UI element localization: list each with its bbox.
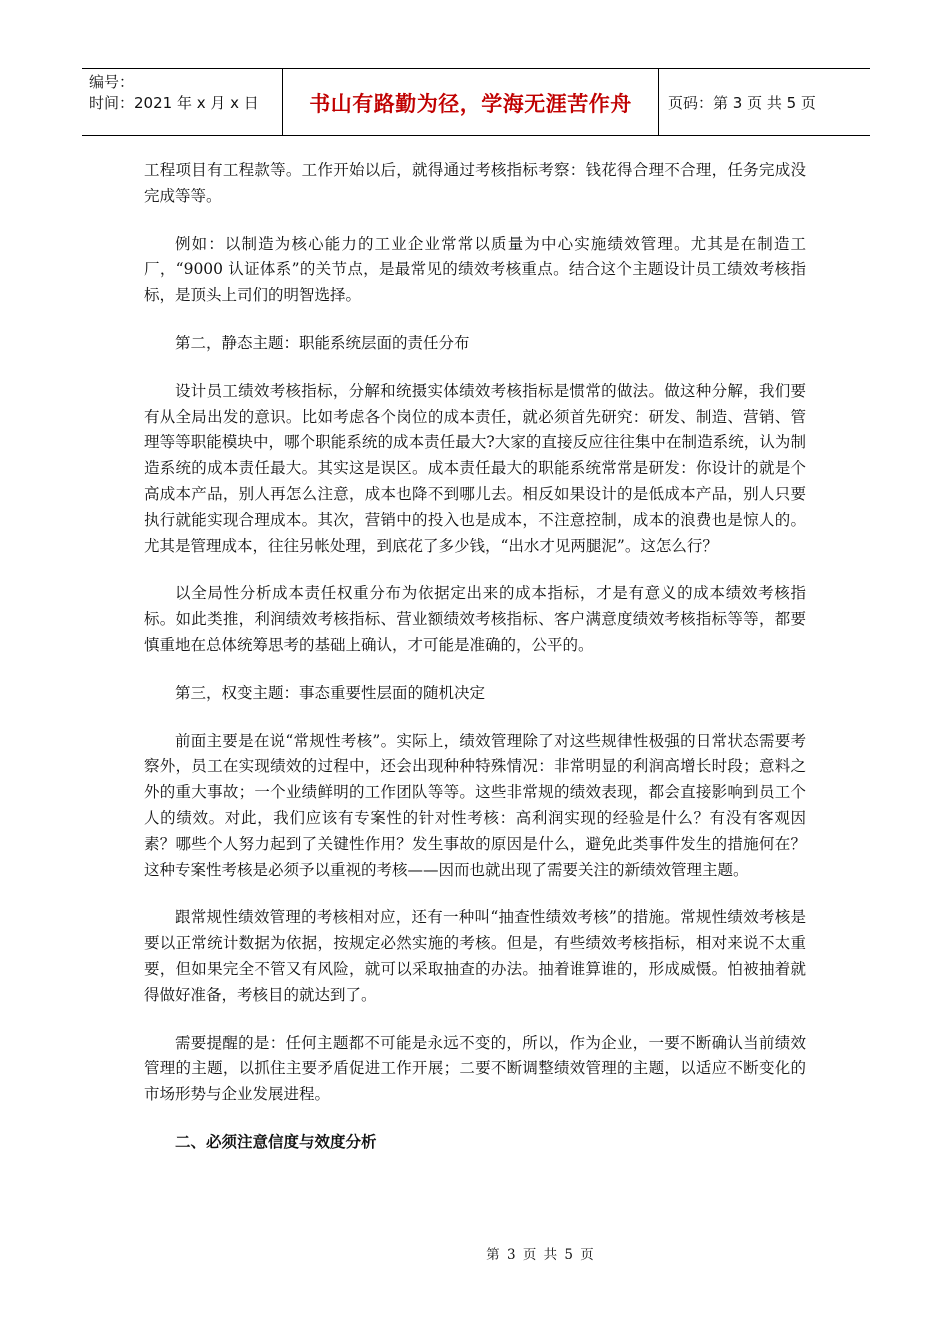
- body-paragraph: 前面主要是在说“常规性考核”。实际上，绩效管理除了对这些规律性极强的日常状态需要考察外，员工在实现绩效的过程中，还会出现种种特殊情况：非常明显的利润高增长时段；意料之外的重大事故；一个业绩鲜明的工作团队等等。这些非常规的绩效表现，都会直接影响到员工个人的绩效。对此，我们应该有专案性的针对性考核：高利润实现的经验是什么？有没有客观因素？哪些个人努力起到了关键性作用？发生事故的原因是什么，避免此类事件发生的措施何在？这种专案性考核是必须予以重视的考核——因而也就出现了需要关注的新绩效管理主题。: [144, 731, 806, 879]
- subsection-title: 第三，权变主题：事态重要性层面的随机决定: [175, 683, 486, 702]
- header-motto: 书山有路勤为径，学海无涯苦作舟: [309, 92, 632, 116]
- document-date-label: 时间：2021 年 x 月 x 日: [89, 94, 259, 112]
- subsection-title: 第二，静态主题：职能系统层面的责任分布: [175, 333, 470, 352]
- body-paragraph: 设计员工绩效考核指标，分解和统摄实体绩效考核指标是惯常的做法。做这种分解，我们要有从全局出发的意识。比如考虑各个岗位的成本责任，就必须首先研究：研发、制造、营销、管理等等职能模块中，哪个职能系统的成本责任最大?大家的直接反应往往集中在制造系统，认为制造系统的成本责任最大。其实这是误区。成本责任最大的职能系统常常是研发：你设计的就是个高成本产品，别人再怎么注意，成本也降不到哪儿去。相反如果设计的是低成本产品，别人只要执行就能实现合理成本。其次，营销中的投入也是成本，不注意控制，成本的浪费也是惊人的。尤其是管理成本，往往另帐处理，到底花了多少钱，“出水才见两腿泥”。这怎么行？: [144, 381, 806, 555]
- header-page-cell: [659, 69, 870, 135]
- document-number-label: 编号：: [89, 73, 135, 91]
- footer-page-number: 第 3 页 共 5 页: [486, 1247, 594, 1263]
- header-meta-cell: [82, 69, 283, 135]
- header-page-info: 页码：第 3 页 共 5 页: [668, 93, 816, 112]
- body-paragraph: 需要提醒的是：任何主题都不可能是永远不变的，所以，作为企业，一要不断确认当前绩效管理的主题，以抓住主要矛盾促进工作开展；二要不断调整绩效管理的主题，以适应不断变化的市场形势与企业发展进程。: [144, 1033, 806, 1104]
- body-paragraph: 例如：以制造为核心能力的工业企业常常以质量为中心实施绩效管理。尤其是在制造工厂，“9000 认证体系”的关节点，是最常见的绩效考核重点。结合这个主题设计员工绩效考核指标，是顶头上司们的明智选择。: [144, 234, 806, 305]
- body-paragraph: 跟常规性绩效管理的考核相对应，还有一种叫“抽查性绩效考核”的措施。常规性绩效考核是要以正常统计数据为依据，按规定必然实施的考核。但是，有些绩效考核指标，相对来说不太重要，但如果完全不管又有风险，就可以采取抽查的办法。抽着谁算谁的，形成威慑。怕被抽着就得做好准备，考核目的就达到了。: [144, 908, 806, 1004]
- header-motto-cell: [283, 69, 659, 135]
- section-heading: 二、必须注意信度与效度分析: [175, 1132, 377, 1151]
- body-paragraph: 以全局性分析成本责任权重分布为依据定出来的成本指标，才是有意义的成本绩效考核指标。如此类推，利润绩效考核指标、营业额绩效考核指标、客户满意度绩效考核指标等等，都要慎重地在总体统筹思考的基础上确认，才可能是准确的，公平的。: [144, 584, 806, 654]
- body-paragraph: 工程项目有工程款等。工作开始以后，就得通过考核指标考察：钱花得合理不合理，任务完成没完成等等。: [144, 161, 806, 205]
- document-body: [144, 158, 806, 1156]
- document-header: [82, 68, 870, 136]
- page-footer: [0, 1243, 950, 1263]
